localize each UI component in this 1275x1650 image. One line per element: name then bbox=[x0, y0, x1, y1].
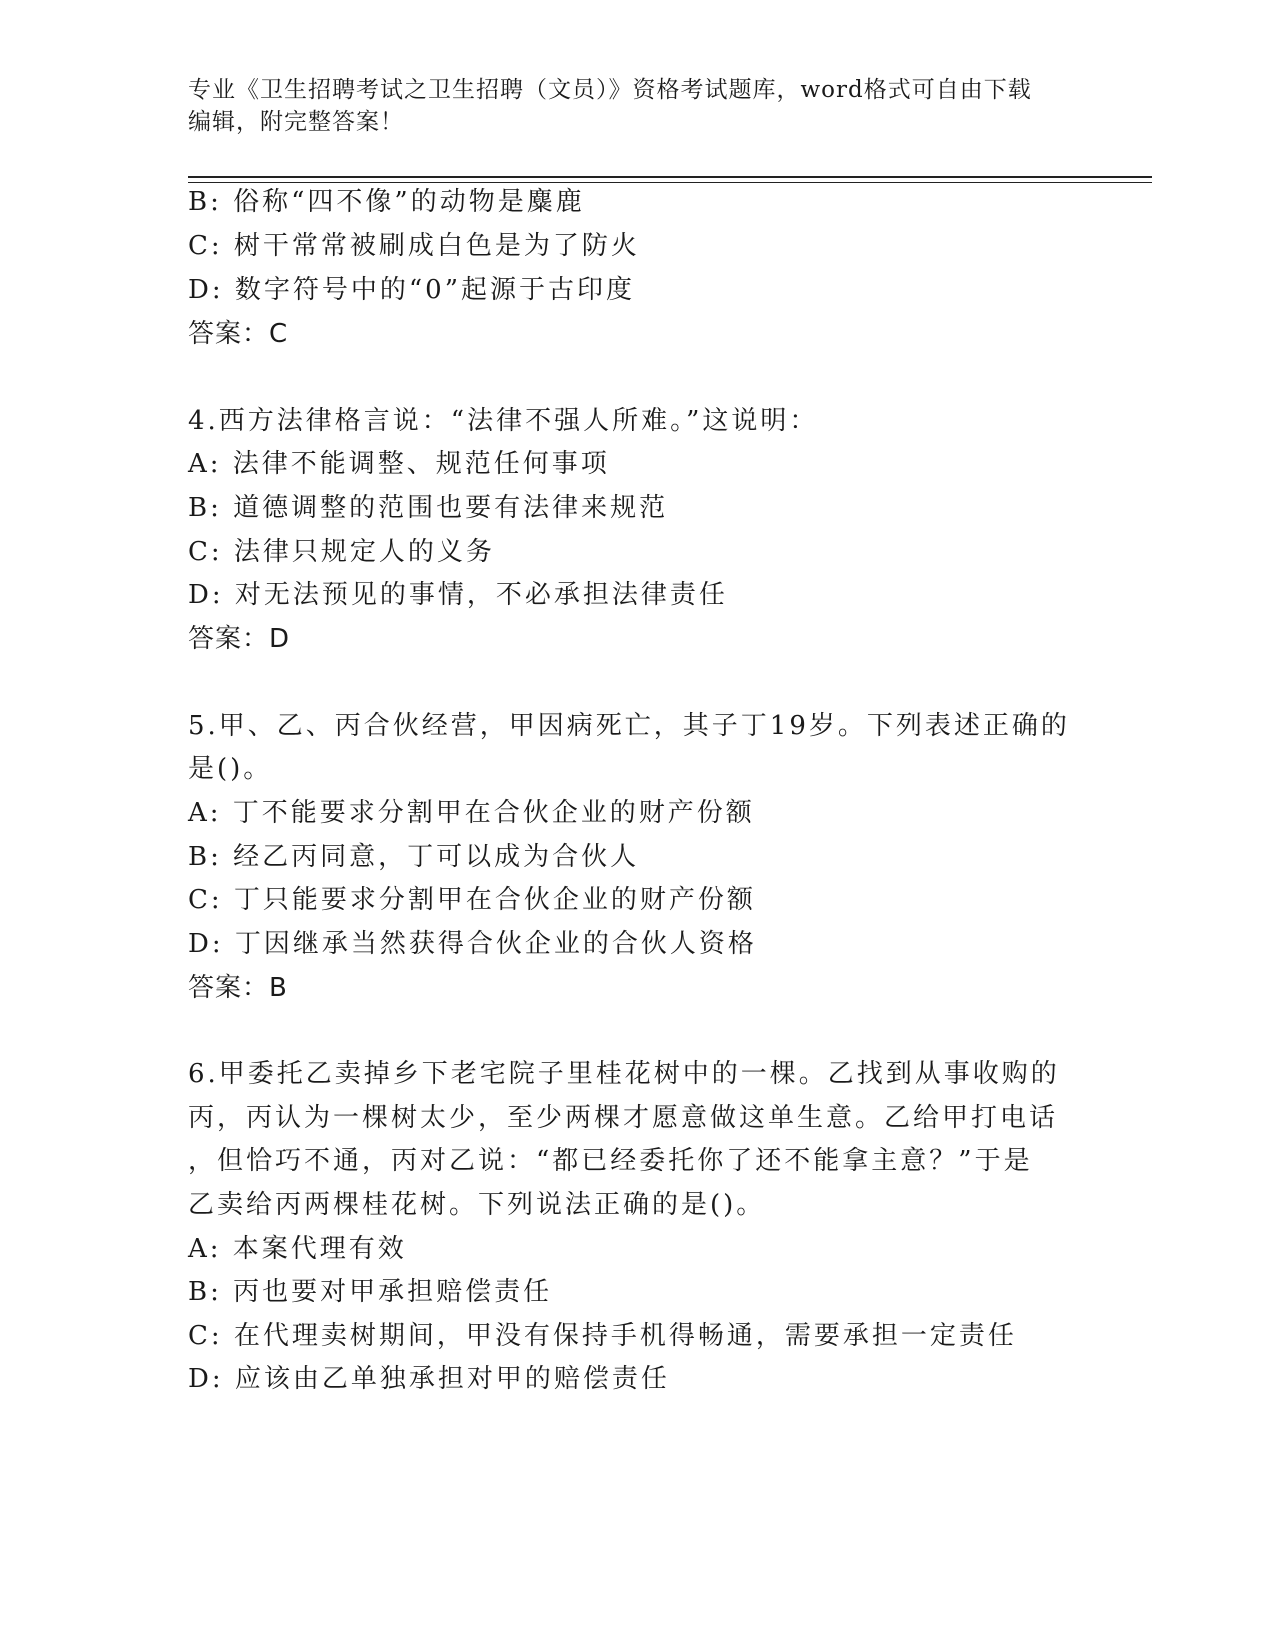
q4-option-b: B: 道德调整的范围也要有法律来规范 bbox=[188, 493, 669, 523]
q6-stem-line-3: ，但恰巧不通，丙对乙说：“都已经委托你了还不能拿主意？”于是 bbox=[188, 1146, 1033, 1176]
q5-option-a: A: 丁不能要求分割甲在合伙企业的财产份额 bbox=[188, 798, 755, 828]
header-line-2: 编辑，附完整答案！ bbox=[188, 109, 404, 135]
q5-stem-line-1: 5.甲、乙、丙合伙经营，甲因病死亡，其子丁19岁。下列表述正确的 bbox=[188, 711, 1070, 741]
q5-stem-line-2: 是()。 bbox=[188, 754, 273, 784]
q6-stem-line-1: 6.甲委托乙卖掉乡下老宅院子里桂花树中的一棵。乙找到从事收购的 bbox=[188, 1059, 1060, 1089]
q4-option-a: A: 法律不能调整、规范任何事项 bbox=[188, 449, 610, 479]
q4-option-d: D: 对无法预见的事情，不必承担法律责任 bbox=[188, 580, 728, 610]
q4-option-c: C: 法律只规定人的义务 bbox=[188, 537, 495, 567]
header-divider-thin bbox=[188, 182, 1152, 183]
q3-option-d: D: 数字符号中的“0”起源于古印度 bbox=[188, 275, 635, 305]
header-line-1: 专业《卫生招聘考试之卫生招聘（文员）》资格考试题库，word格式可自由下载 bbox=[188, 77, 1032, 103]
q6-option-c: C: 在代理卖树期间，甲没有保持手机得畅通，需要承担一定责任 bbox=[188, 1321, 1017, 1351]
q6-option-a: A: 本案代理有效 bbox=[188, 1234, 407, 1264]
q6-stem-line-4: 乙卖给丙两棵桂花树。下列说法正确的是()。 bbox=[188, 1190, 766, 1220]
q5-option-b: B: 经乙丙同意，丁可以成为合伙人 bbox=[188, 842, 640, 872]
q4-answer: 答案：D bbox=[188, 624, 291, 654]
header-divider-thick bbox=[188, 176, 1152, 178]
q3-option-c: C: 树干常常被刷成白色是为了防火 bbox=[188, 231, 640, 261]
q6-option-b: B: 丙也要对甲承担赔偿责任 bbox=[188, 1277, 553, 1307]
q6-stem-line-2: 丙，丙认为一棵树太少，至少两棵才愿意做这单生意。乙给甲打电话 bbox=[188, 1103, 1059, 1133]
q5-option-c: C: 丁只能要求分割甲在合伙企业的财产份额 bbox=[188, 885, 756, 915]
q6-option-d: D: 应该由乙单独承担对甲的赔偿责任 bbox=[188, 1364, 670, 1394]
q5-option-d: D: 丁因继承当然获得合伙企业的合伙人资格 bbox=[188, 929, 757, 959]
q4-stem: 4.西方法律格言说：“法律不强人所难。”这说明： bbox=[188, 406, 819, 436]
q3-answer: 答案：C bbox=[188, 319, 289, 349]
q3-option-b: B: 俗称“四不像”的动物是麋鹿 bbox=[188, 187, 585, 217]
document-header bbox=[188, 74, 1088, 138]
q5-answer: 答案：B bbox=[188, 973, 288, 1003]
